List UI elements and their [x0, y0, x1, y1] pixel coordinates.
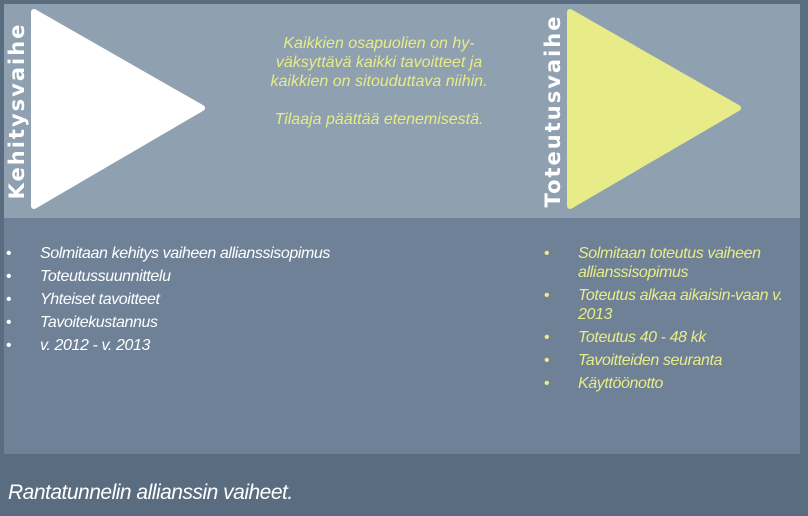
- list-item-text: Solmitaan kehitys vaiheen allianssisopimus: [40, 245, 331, 262]
- figure-caption: Rantatunnelin allianssin vaiheet.: [8, 481, 293, 504]
- bullet-icon: •: [544, 245, 550, 262]
- bullet-icon: •: [6, 245, 12, 262]
- bullet-icon: •: [544, 352, 550, 369]
- list-item: [4, 336, 334, 355]
- left-phase-bullets: [4, 244, 334, 359]
- list-item: [542, 286, 808, 324]
- bullet-icon: •: [6, 291, 12, 308]
- list-item: [4, 313, 334, 332]
- list-item-text: Yhteiset tavoitteet: [40, 291, 160, 308]
- bullet-icon: •: [544, 287, 550, 304]
- bullet-icon: •: [544, 375, 550, 392]
- list-item: [542, 374, 808, 393]
- list-item: [542, 244, 808, 282]
- bullet-icon: •: [6, 268, 12, 285]
- list-item: [4, 244, 334, 263]
- list-item-text: Toteutussuunnittelu: [40, 268, 171, 285]
- center-note: [248, 34, 510, 148]
- list-item: [4, 290, 334, 309]
- left-phase-arrow: [30, 8, 210, 212]
- bullet-icon: •: [544, 329, 550, 346]
- list-item-text: Toteutus 40 - 48 kk: [578, 329, 706, 346]
- list-item-text: Toteutus alkaa aikaisin-vaan v. 2013: [578, 287, 783, 323]
- center-note-paragraph-2: Tilaaja päättää etenemisestä.: [274, 111, 484, 128]
- list-item: [542, 328, 808, 347]
- left-phase-label: Kehitysvaihe: [5, 22, 29, 200]
- bullet-icon: •: [6, 337, 12, 354]
- right-phase-arrow: [566, 8, 746, 212]
- list-item: [542, 351, 808, 370]
- right-phase-label: Toteutusvaihe: [541, 14, 565, 208]
- list-item-text: Käyttöönotto: [578, 375, 664, 392]
- list-item-text: v. 2012 - v. 2013: [40, 337, 151, 354]
- center-note-paragraph-1: Kaikkien osapuolien on hy-väksyttävä kaikki tavoitteet ja kaikkien on sitouduttava niihin.: [270, 35, 488, 90]
- bullet-icon: •: [6, 314, 12, 331]
- list-item: [4, 267, 334, 286]
- list-item-text: Tavoitekustannus: [40, 314, 158, 331]
- list-item-text: Solmitaan toteutus vaiheen allianssisopimus: [578, 245, 761, 281]
- list-item-text: Tavoitteiden seuranta: [578, 352, 723, 369]
- right-phase-bullets: [542, 244, 808, 397]
